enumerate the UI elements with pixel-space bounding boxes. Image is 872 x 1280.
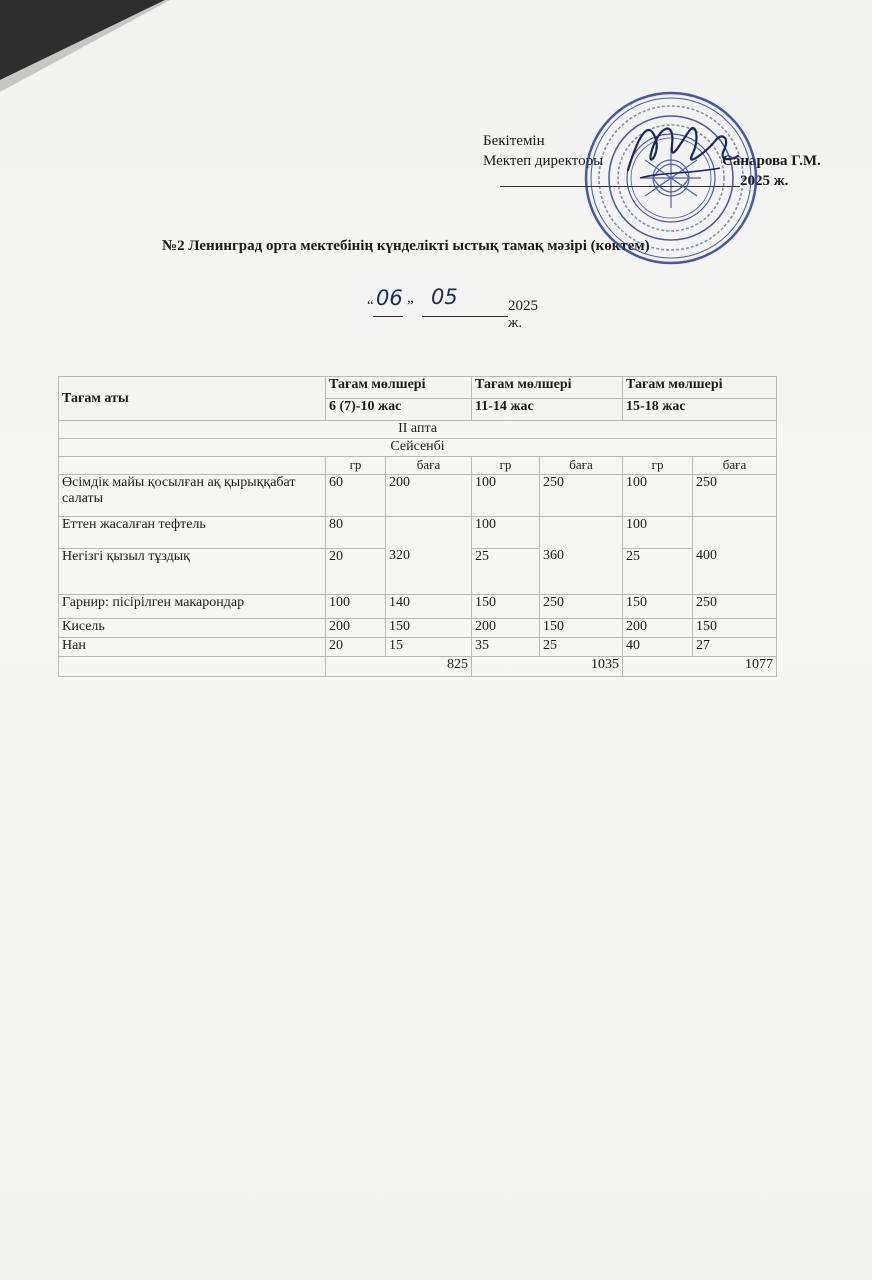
date-day-line [373,316,403,317]
menu-table [58,376,777,677]
price-cell: 27 [693,638,777,657]
column-header-dish: Тағам аты [59,377,326,421]
total-age-group-1: 825 [326,657,472,677]
price-cell: 250 [693,595,777,619]
merged-price-cell: 320 [386,517,472,595]
grams-cell: 200 [472,619,540,638]
unit-gr-2: гр [472,457,540,475]
column-header-portion-2: Тағам мөлшері [472,377,623,399]
scan-corner-shadow [0,0,170,100]
date-open-quote: “ [367,298,374,314]
director-title: Мектеп директоры [483,153,604,169]
unit-row [59,457,777,475]
grams-cell: 35 [472,638,540,657]
totals-empty-cell [59,657,326,677]
price-cell: 250 [540,595,623,619]
approve-label: Бекітемін [483,133,545,149]
dish-name: Негізгі қызыл тұздық [59,549,326,595]
dish-name: Өсімдік майы қосылған ақ қырыққабат салаты [59,475,326,517]
column-header-portion-3: Тағам мөлшері [623,377,777,399]
unit-price-1: баға [386,457,472,475]
table-row [59,595,777,619]
unit-gr-3: гр [623,457,693,475]
price-cell: 250 [693,475,777,517]
unit-price-2: баға [540,457,623,475]
table-row [59,638,777,657]
grams-cell: 40 [623,638,693,657]
header-row [59,377,777,399]
dish-name: Гарнир: пісірілген макарондар [59,595,326,619]
column-header-portion-1: Тағам мөлшері [326,377,472,399]
director-signature [620,110,740,190]
merged-price-cell: 400 [693,517,777,595]
date-close-quote: ” [407,298,414,314]
day-row [59,439,777,457]
price-cell: 150 [693,619,777,638]
price-cell: 150 [386,619,472,638]
grams-cell: 100 [472,517,540,549]
price-cell: 150 [540,619,623,638]
total-age-group-2: 1035 [472,657,623,677]
price-cell: 140 [386,595,472,619]
merged-price-cell: 360 [540,517,623,595]
grams-cell: 100 [623,475,693,517]
grams-cell: 20 [326,638,386,657]
grams-cell: 20 [326,549,386,595]
unit-empty-cell [59,457,326,475]
grams-cell: 200 [623,619,693,638]
grams-cell: 100 [472,475,540,517]
grams-cell: 80 [326,517,386,549]
totals-row [59,657,777,677]
unit-gr-1: гр [326,457,386,475]
age-group-1: 6 (7)-10 жас [326,399,472,421]
grams-cell: 200 [326,619,386,638]
age-group-3: 15-18 жас [623,399,777,421]
age-group-2: 11-14 жас [472,399,623,421]
week-row [59,421,777,439]
grams-cell: 100 [326,595,386,619]
dish-name: Еттен жасалған тефтель [59,517,326,549]
week-label: II апта [59,421,777,439]
grams-cell: 25 [472,549,540,595]
unit-price-3: баға [693,457,777,475]
date-year: 2025 ж. [508,298,538,331]
price-cell: 200 [386,475,472,517]
grams-cell: 25 [623,549,693,595]
table-row [59,517,777,549]
grams-cell: 60 [326,475,386,517]
dish-name: Нан [59,638,326,657]
price-cell: 25 [540,638,623,657]
date-month: 05 [431,285,458,309]
date-day: 06 [376,286,403,310]
day-label: Сейсенбі [59,439,777,457]
table-row [59,619,777,638]
grams-cell: 150 [623,595,693,619]
price-cell: 15 [386,638,472,657]
total-age-group-3: 1077 [623,657,777,677]
approve-year: 2025 ж. [740,173,789,189]
dish-name: Кисель [59,619,326,638]
table-row [59,475,777,517]
date-month-line [422,316,508,317]
price-cell: 250 [540,475,623,517]
grams-cell: 100 [623,517,693,549]
grams-cell: 150 [472,595,540,619]
director-name: Санарова Г.М. [722,153,821,169]
page-title: №2 Ленинград орта мектебінің күнделікті ыстық тамақ мәзірі (көктем) [162,238,650,254]
